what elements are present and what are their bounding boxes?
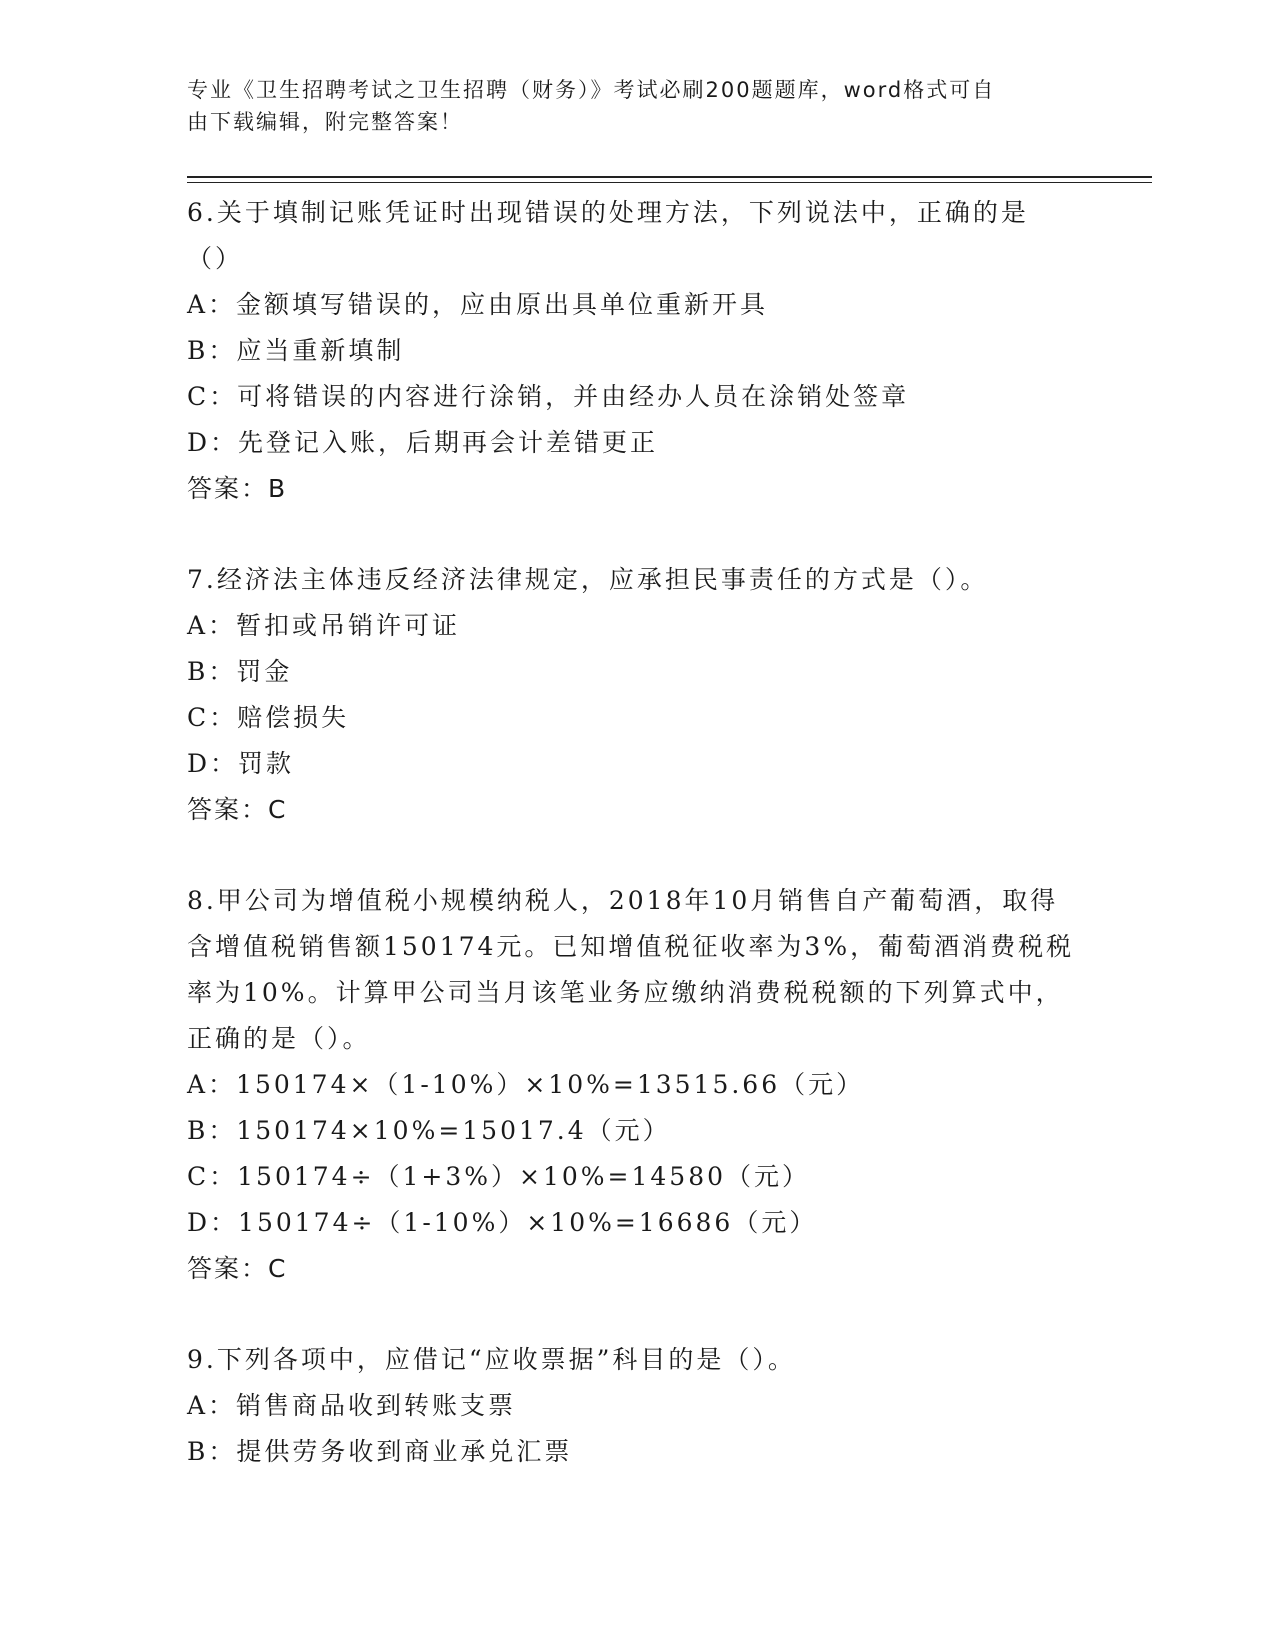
spacer (187, 512, 1087, 557)
question-6-stem-line-1: 6.关于填制记账凭证时出现错误的处理方法，下列说法中，正确的是 (187, 198, 1029, 227)
question-7 (187, 557, 1087, 833)
question-9-option-b: B：提供劳务收到商业承兑汇票 (187, 1437, 573, 1466)
question-8-option-c: C：150174÷（1+3%）×10%=14580（元） (187, 1162, 811, 1191)
question-7-option-a: A：暂扣或吊销许可证 (187, 611, 461, 640)
question-8-stem-line-1: 8.甲公司为增值税小规模纳税人，2018年10月销售自产葡萄酒，取得 (187, 886, 1059, 915)
header-divider-thick (187, 176, 1152, 178)
question-6-answer: 答案：B (187, 474, 288, 503)
question-6 (187, 190, 1087, 512)
question-7-stem-line-1: 7.经济法主体违反经济法律规定，应承担民事责任的方式是（）。 (187, 565, 989, 594)
document-header (187, 74, 1087, 138)
question-7-answer: 答案：C (187, 795, 288, 824)
question-8-option-a: A：150174×（1-10%）×10%=13515.66（元） (187, 1070, 865, 1099)
question-6-option-c: C：可将错误的内容进行涂销，并由经办人员在涂销处签章 (187, 382, 910, 411)
question-8-stem-line-4: 正确的是（）。 (187, 1024, 371, 1053)
question-6-option-a: A：金额填写错误的，应由原出具单位重新开具 (187, 290, 769, 319)
header-line-1: 专业《卫生招聘考试之卫生招聘（财务）》考试必刷200题题库，word格式可自 (187, 78, 996, 102)
question-7-option-c: C：赔偿损失 (187, 703, 350, 732)
question-9 (187, 1337, 1087, 1475)
question-7-option-b: B：罚金 (187, 657, 293, 686)
header-divider-thin (187, 182, 1152, 183)
question-6-option-b: B：应当重新填制 (187, 336, 405, 365)
spacer (187, 833, 1087, 878)
question-8 (187, 878, 1087, 1292)
question-8-option-b: B：150174×10%=15017.4（元） (187, 1116, 671, 1145)
question-9-option-a: A：销售商品收到转账支票 (187, 1391, 517, 1420)
question-8-stem-line-3: 率为10%。计算甲公司当月该笔业务应缴纳消费税税额的下列算式中， (187, 978, 1064, 1007)
question-7-option-d: D：罚款 (187, 749, 295, 778)
header-line-2: 由下载编辑，附完整答案！ (187, 110, 463, 134)
question-8-stem-line-2: 含增值税销售额150174元。已知增值税征收率为3%，葡萄酒消费税税 (187, 932, 1075, 961)
question-9-stem-line-1: 9.下列各项中，应借记“应收票据”科目的是（）。 (187, 1345, 796, 1374)
question-8-option-d: D：150174÷（1-10%）×10%=16686（元） (187, 1208, 818, 1237)
question-list (187, 190, 1087, 1475)
question-8-answer: 答案：C (187, 1254, 288, 1283)
question-6-stem-line-2: （） (187, 244, 244, 273)
question-6-option-d: D：先登记入账，后期再会计差错更正 (187, 428, 659, 457)
spacer (187, 1292, 1087, 1337)
